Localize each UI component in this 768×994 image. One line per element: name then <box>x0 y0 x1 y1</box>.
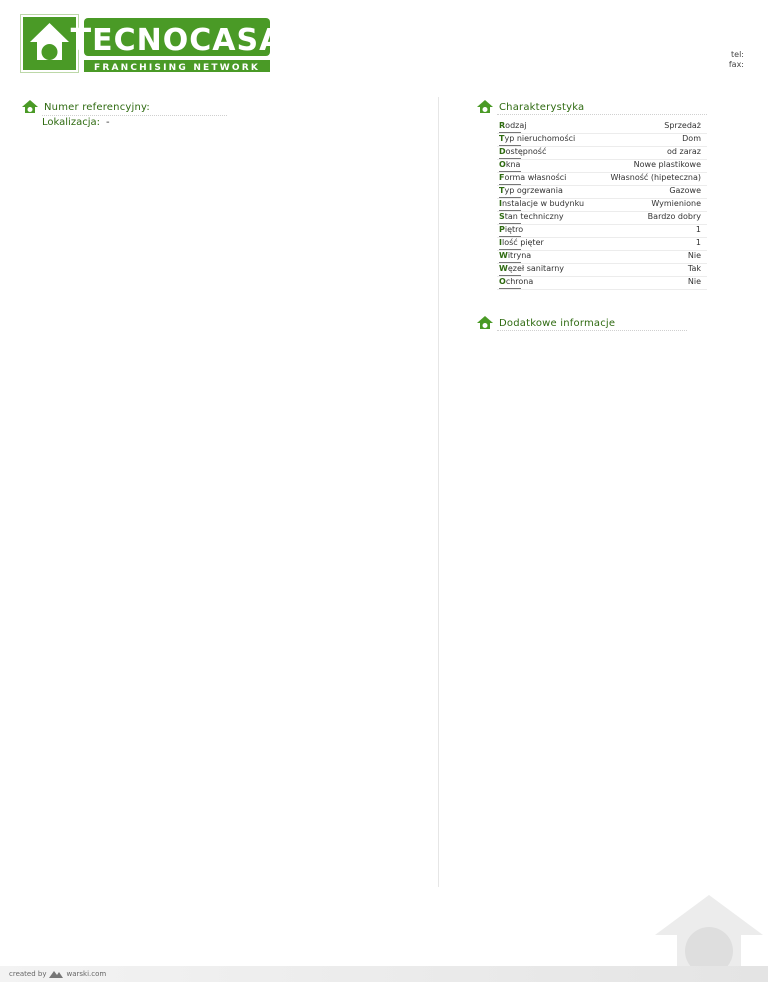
location-value: - <box>105 117 110 128</box>
characteristics-title: Charakterystyka <box>499 101 585 113</box>
row-label: Ilość pięter <box>499 238 544 247</box>
row-value: Gazowe <box>669 186 701 195</box>
created-by-site[interactable]: warski.com <box>66 969 107 978</box>
brand-tagline: FRANCHISING NETWORK <box>93 63 261 73</box>
row-value: 1 <box>695 238 701 247</box>
tel-label: tel: <box>731 50 744 59</box>
created-by-label: created by <box>9 969 47 978</box>
row-value: Nowe plastikowe <box>633 160 701 169</box>
table-row <box>499 212 701 225</box>
characteristics-header <box>477 100 584 114</box>
table-row <box>499 173 701 186</box>
tecnocasa-logo <box>20 14 272 74</box>
table-row <box>499 147 701 160</box>
row-label: Rodzaj <box>499 121 527 130</box>
row-value: Nie <box>687 251 701 260</box>
row-value: Sprzedaż <box>664 121 701 130</box>
row-label: Piętro <box>499 225 524 234</box>
additional-info-underline <box>497 330 687 331</box>
watermark-house-icon <box>655 895 763 967</box>
reference-label: Numer referencyjny: <box>44 101 150 113</box>
table-row <box>499 134 701 147</box>
additional-info-header <box>477 316 615 330</box>
characteristics-underline <box>497 114 707 115</box>
table-row <box>499 264 701 277</box>
row-value: Dom <box>682 134 701 143</box>
row-value: Bardzo dobry <box>647 212 701 221</box>
row-label: Forma własności <box>499 173 567 182</box>
row-label: Okna <box>499 160 521 169</box>
reference-underline <box>42 115 227 116</box>
contact-info <box>729 50 744 70</box>
table-row <box>499 160 701 173</box>
row-value: Wymienione <box>651 199 701 208</box>
row-label: Węzeł sanitarny <box>499 264 565 273</box>
house-icon <box>477 316 493 330</box>
location-line <box>42 117 110 128</box>
location-label: Lokalizacja: <box>42 117 100 128</box>
row-label: Ochrona <box>499 277 534 286</box>
row-value: 1 <box>695 225 701 234</box>
created-by <box>9 969 106 978</box>
row-label: Stan techniczny <box>499 212 564 221</box>
row-value: Własność (hipeteczna) <box>610 173 701 182</box>
brand-name: TECNOCASA <box>70 23 272 58</box>
row-value: od zaraz <box>666 147 701 156</box>
reference-header <box>22 100 150 114</box>
characteristics-table <box>499 121 701 290</box>
row-label: Typ ogrzewania <box>499 186 563 195</box>
additional-info-title: Dodatkowe informacje <box>499 317 616 329</box>
table-row <box>499 238 701 251</box>
fax-label: fax: <box>728 60 744 69</box>
row-label: Instalacje w budynku <box>499 199 585 208</box>
house-icon <box>22 100 38 114</box>
table-row <box>499 199 701 212</box>
table-row <box>499 251 701 264</box>
row-value: Tak <box>687 264 701 273</box>
table-row <box>499 121 701 134</box>
footer-bar <box>0 966 768 982</box>
warski-logo-icon <box>49 969 63 978</box>
column-divider <box>438 97 439 887</box>
table-row <box>499 186 701 199</box>
table-row <box>499 225 701 238</box>
row-label: Dostępność <box>499 147 547 156</box>
row-label: Typ nieruchomości <box>499 134 576 143</box>
table-row <box>499 277 701 290</box>
row-value: Nie <box>687 277 701 286</box>
house-icon <box>477 100 493 114</box>
row-label: Witryna <box>499 251 532 260</box>
